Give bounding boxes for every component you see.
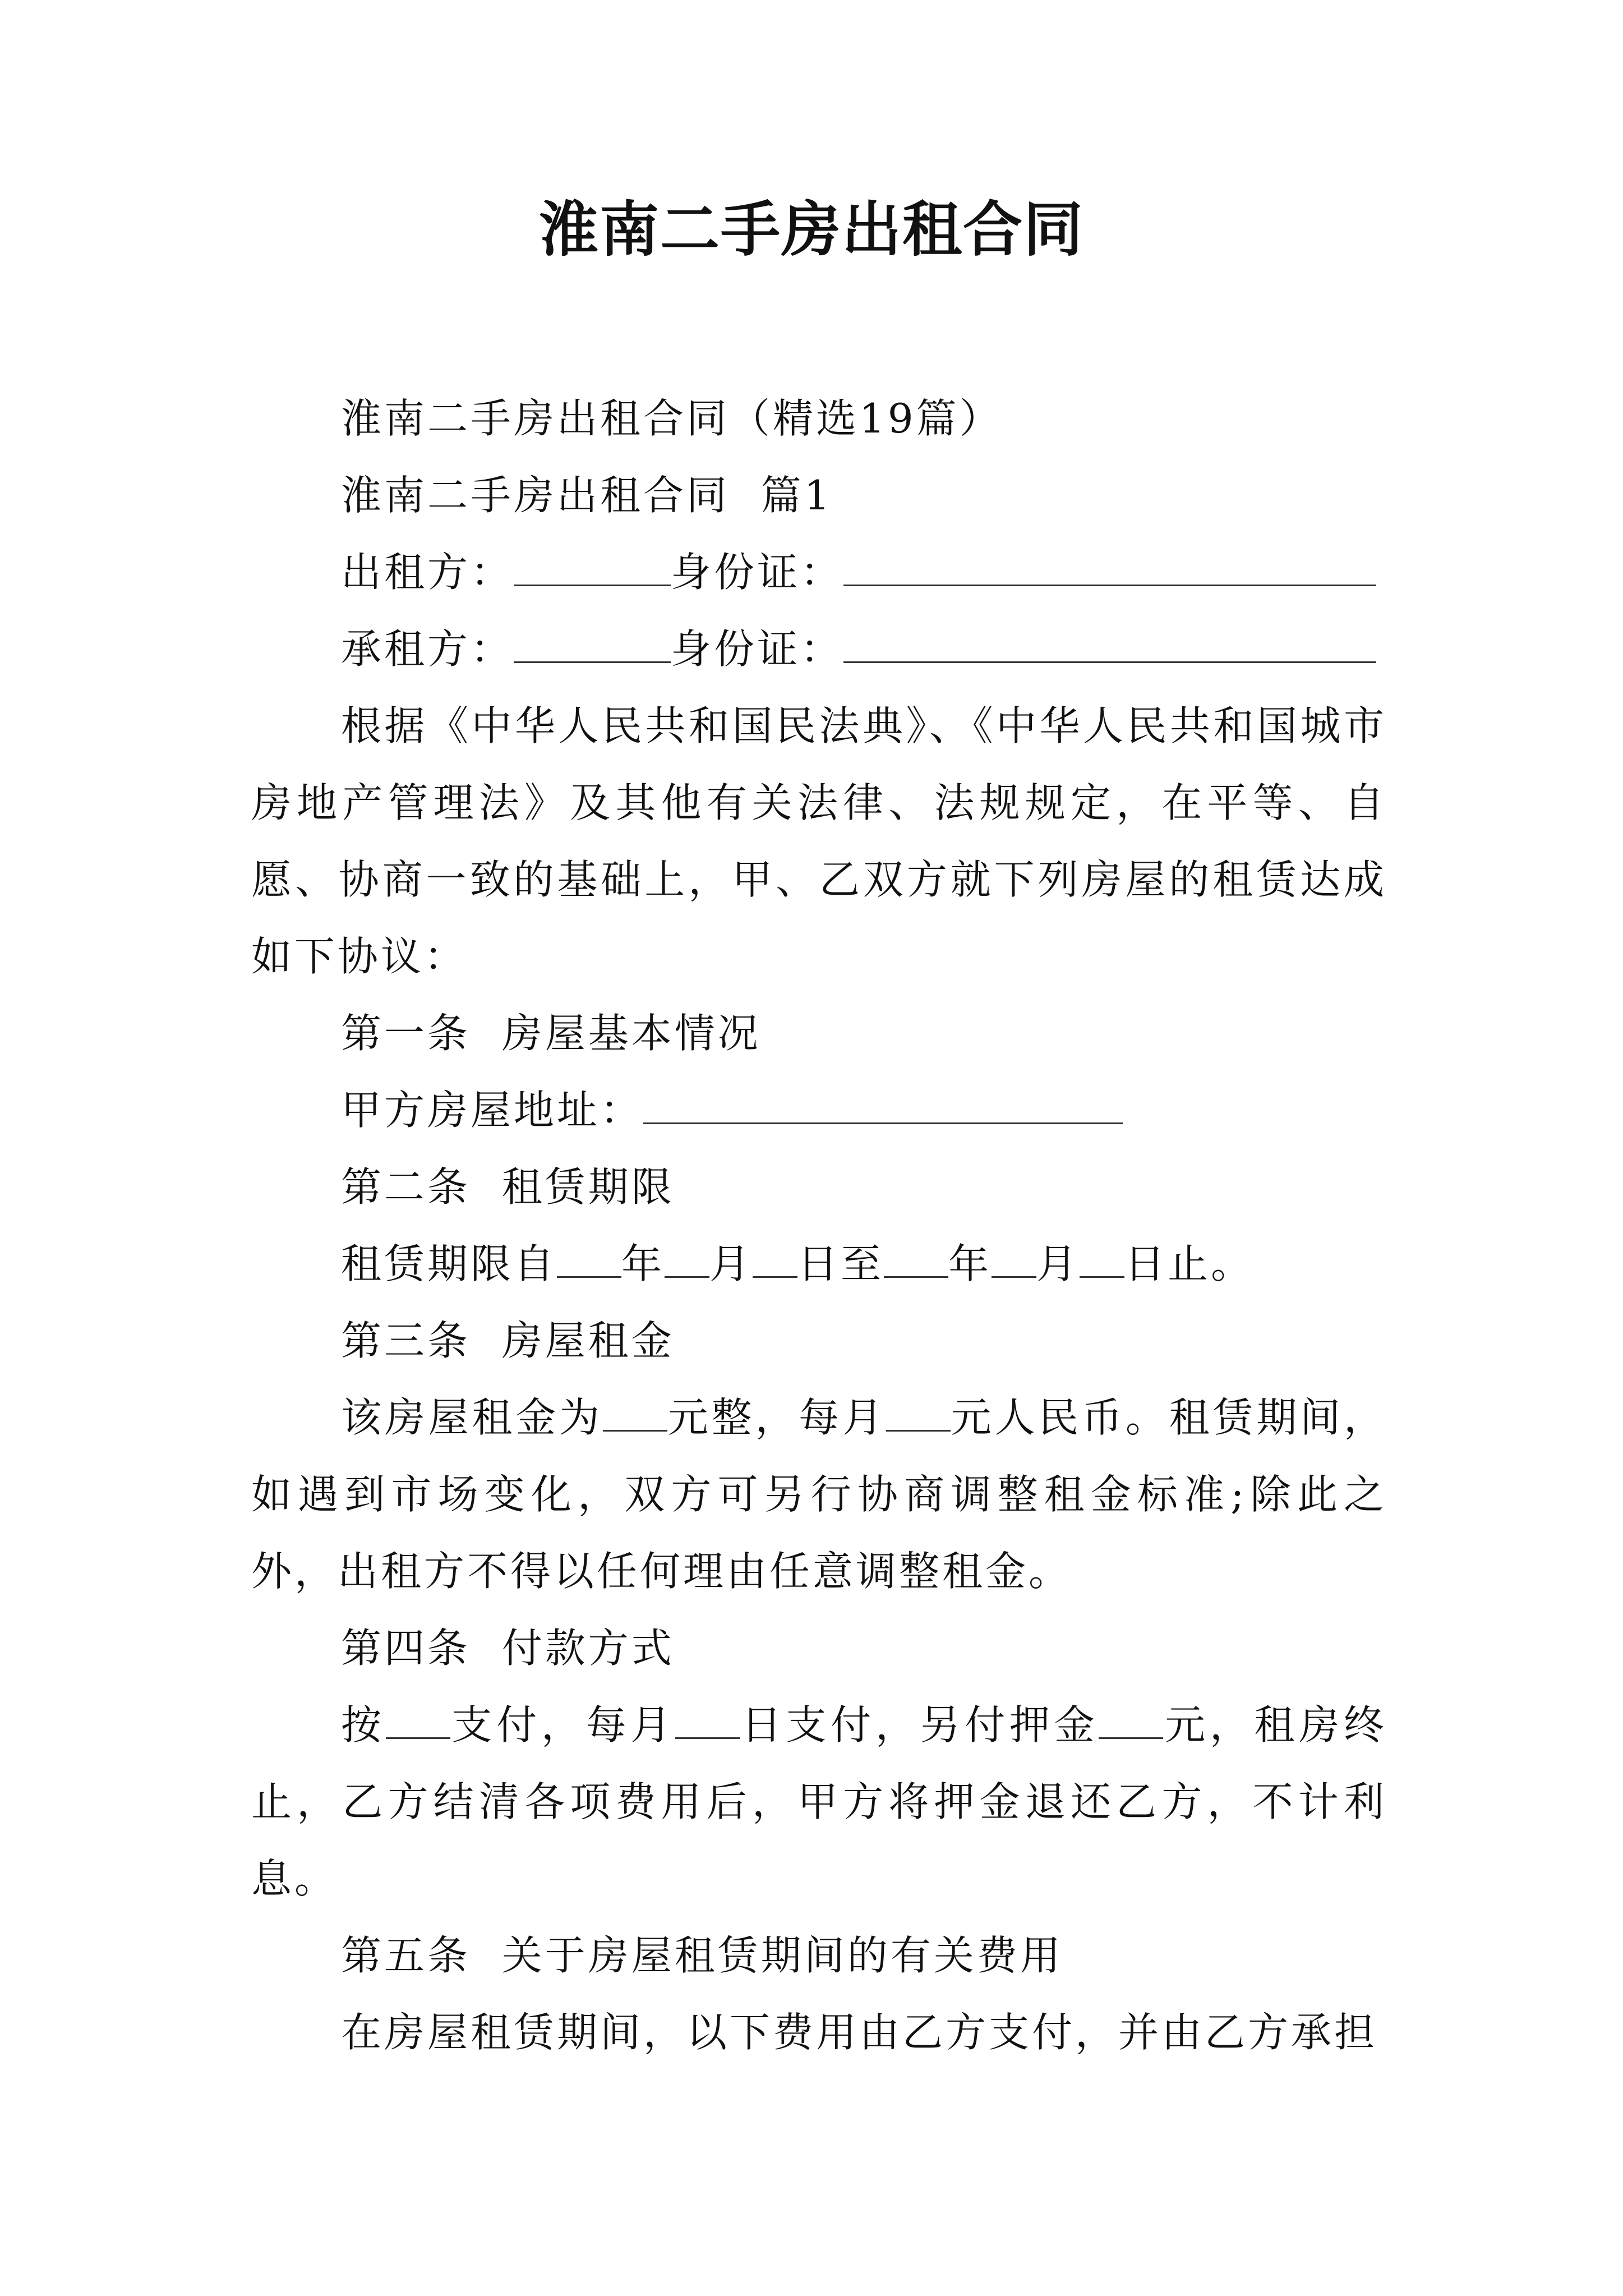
deposit-blank — [1099, 1705, 1163, 1739]
payment-text-4: 元，租房终止，乙方结清各项费用后，甲方将押金退还乙方，不计利息。 — [251, 1701, 1387, 1902]
lessee-id-label: 身份证： — [671, 625, 844, 673]
lessee-name-blank — [514, 629, 671, 663]
article-3-heading: 第三条 房屋租金 — [341, 1317, 675, 1364]
lessee-line — [251, 611, 1387, 688]
lease-term-text-4: 日至 — [797, 1240, 884, 1287]
rent-paragraph — [251, 1379, 1387, 1610]
lease-term-text-3: 月 — [709, 1240, 753, 1287]
end-month-blank — [992, 1244, 1036, 1278]
lessee-id-blank — [843, 629, 1376, 663]
lease-term-text-1: 租赁期限自 — [341, 1240, 557, 1287]
payment-method-blank — [386, 1705, 450, 1739]
article-5-heading: 第五条 关于房屋租赁期间的有关费用 — [341, 1932, 1063, 1979]
address-label: 甲方房屋地址： — [341, 1087, 644, 1134]
fees-paragraph: 在房屋租赁期间，以下费用由乙方支付，并由乙方承担 — [341, 2009, 1378, 2056]
rent-text-3: 元人民币。租赁期间，如遇到市场变化，双方可另行协商调整租金标准;除此之外，出租方不得以任何理由任意调整租金。 — [251, 1394, 1387, 1595]
payment-text-3: 日支付，另付押金 — [740, 1701, 1099, 1749]
lease-term-text-2: 年 — [621, 1240, 665, 1287]
lessor-line — [251, 534, 1387, 611]
end-year-blank — [884, 1244, 948, 1278]
rent-text-1: 该房屋租金为 — [341, 1394, 603, 1441]
lessor-id-label: 身份证： — [671, 549, 844, 596]
document-subtitle: 淮南二手房出租合同（精选19篇） — [341, 395, 1003, 442]
lease-term-line — [251, 1226, 1387, 1303]
document-title: 淮南二手房出租合同 — [539, 194, 1084, 264]
payment-text-1: 按 — [341, 1701, 386, 1749]
lease-term-text-6: 月 — [1036, 1240, 1080, 1287]
article-1-heading: 第一条 房屋基本情况 — [341, 1010, 761, 1057]
address-blank — [643, 1090, 1123, 1124]
lessor-name-blank — [514, 552, 671, 586]
rent-total-blank — [603, 1397, 667, 1432]
end-day-blank — [1080, 1244, 1124, 1278]
payment-paragraph — [251, 1687, 1387, 1917]
article-4-heading: 第四条 付款方式 — [341, 1625, 675, 1672]
start-day-blank — [753, 1244, 797, 1278]
piece-heading: 淮南二手房出租合同 篇1 — [341, 472, 833, 519]
payment-day-blank — [675, 1705, 740, 1739]
lessor-label: 出租方： — [341, 549, 514, 596]
lease-term-text-5: 年 — [948, 1240, 992, 1287]
rent-text-2: 元整，每月 — [667, 1394, 886, 1441]
lessor-id-blank — [843, 552, 1376, 586]
article-2-heading: 第二条 租赁期限 — [341, 1163, 675, 1211]
address-line — [251, 1072, 1387, 1149]
lease-term-text-7: 日止。 — [1124, 1240, 1255, 1287]
payment-text-2: 支付，每月 — [450, 1701, 675, 1749]
start-year-blank — [557, 1244, 621, 1278]
document-body — [251, 380, 1387, 2071]
start-month-blank — [665, 1244, 709, 1278]
intro-paragraph: 根据《中华人民共和国民法典》、《中华人民共和国城市房地产管理法》及其他有关法律、法规规定，在平等、自愿、协商一致的基础上，甲、乙双方就下列房屋的租赁达成如下协议： — [251, 702, 1387, 980]
rent-monthly-blank — [886, 1397, 951, 1432]
lessee-label: 承租方： — [341, 625, 514, 673]
